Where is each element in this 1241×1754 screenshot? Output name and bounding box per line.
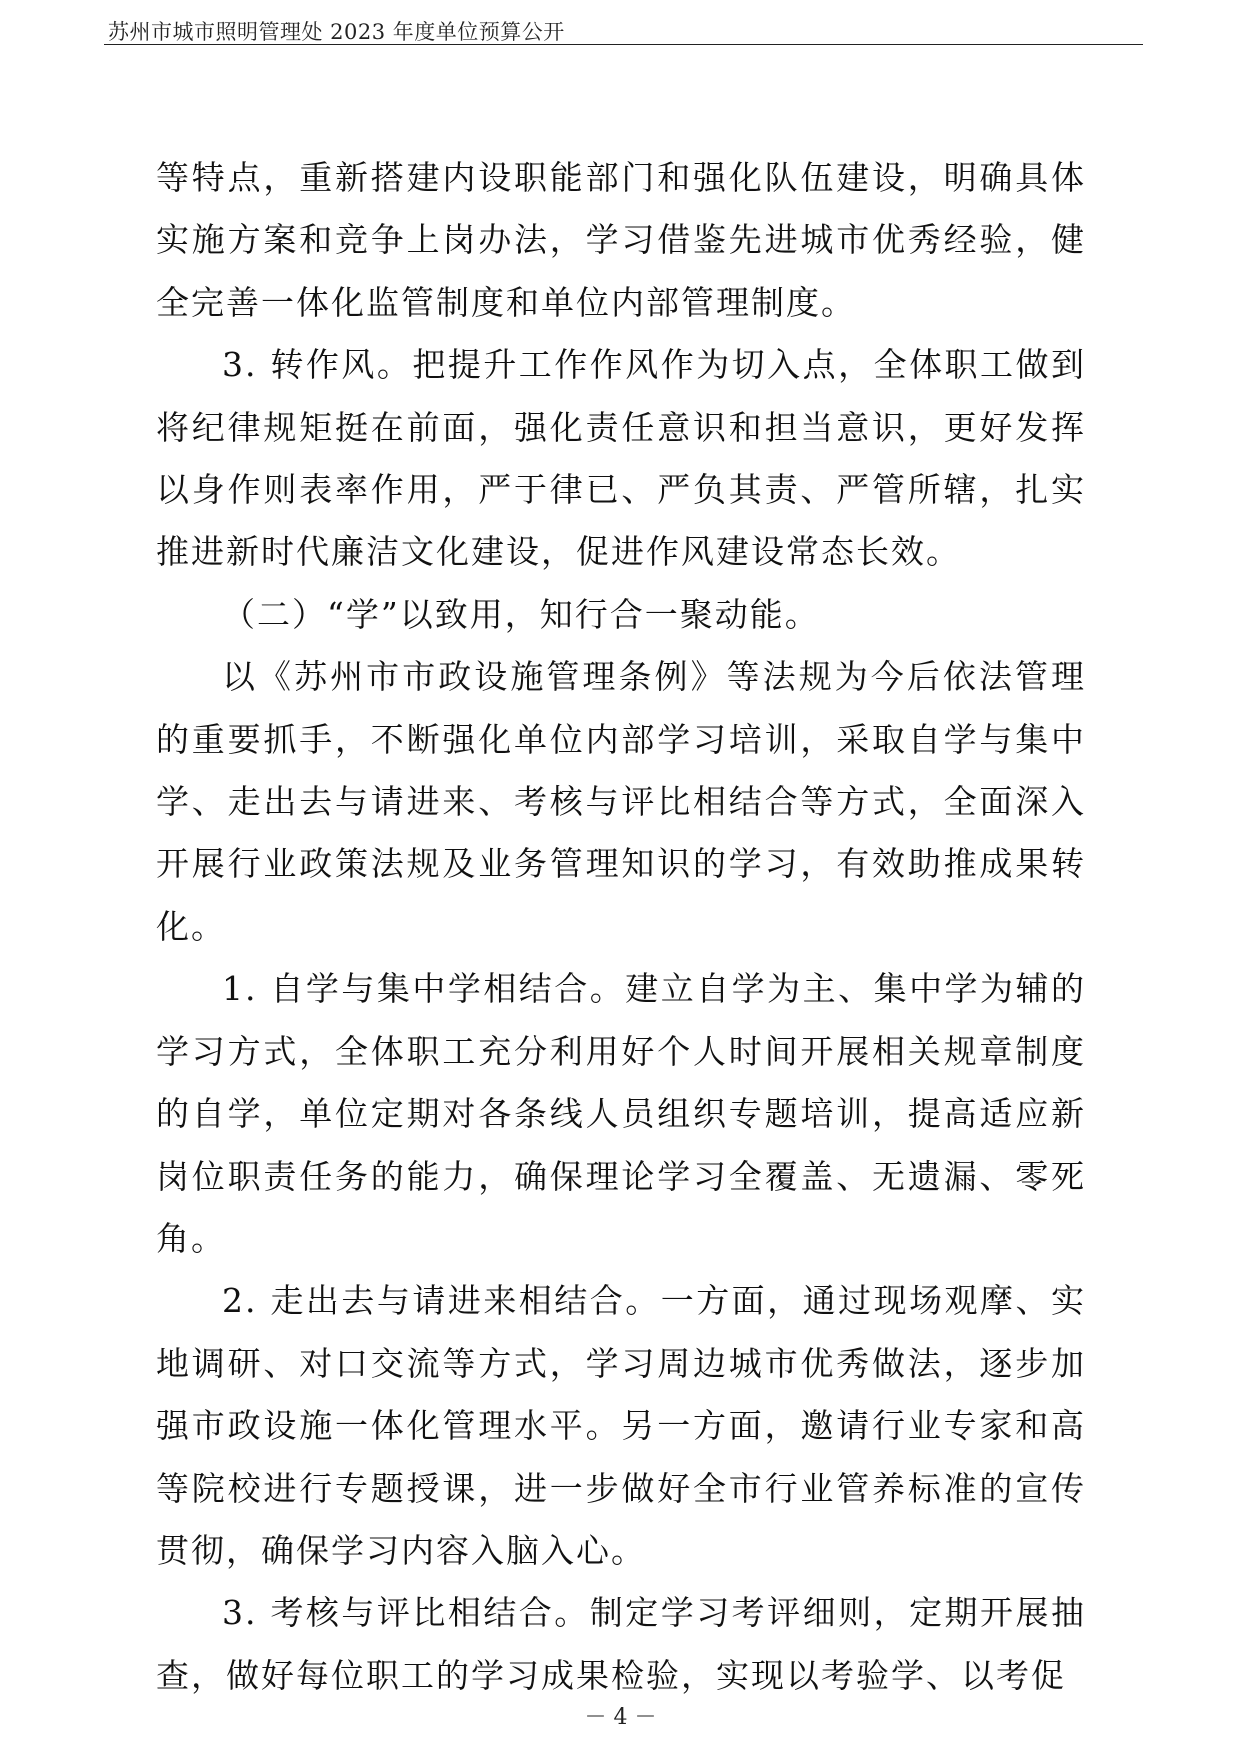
paragraph-item-1-self-study: 1. 自学与集中学相结合。建立自学为主、集中学为辅的学习方式，全体职工充分利用好个人时间开展相关规章制度的自学，单位定期对各条线人员组织专题培训，提高适应新岗位职责任务的能力，确保理论学习全覆盖、无遗漏、零死角。 (156, 969, 1086, 1258)
page-header (104, 8, 1143, 45)
page-number: － 4 － (584, 1705, 657, 1730)
paragraph-item-2-go-out-invite-in: 2. 走出去与请进来相结合。一方面，通过现场观摩、实地调研、对口交流等方式，学习周边城市优秀做法，逐步加强市政设施一体化管理水平。另一方面，邀请行业专家和高等院校进行专题授课，进一步做好全市行业管养标准的宣传贯彻，确保学习内容入脑入心。 (156, 1281, 1086, 1570)
document-body (156, 147, 1086, 1707)
header-title: 苏州市城市照明管理处 2023 年度单位预算公开 (108, 20, 565, 44)
section-heading-2: （二）“学”以致用，知行合一聚动能。 (222, 594, 820, 634)
paragraph-section-intro: 以《苏州市市政设施管理条例》等法规为今后依法管理的重要抓手，不断强化单位内部学习培训，采取自学与集中学、走出去与请进来、考核与评比相结合等方式，全面深入开展行业政策法规及业务管理知识的学习，有效助推成果转化。 (156, 657, 1086, 946)
paragraph-item-3-assessment: 3. 考核与评比相结合。制定学习考评细则，定期开展抽查，做好每位职工的学习成果检验，实现以考验学、以考促 (156, 1593, 1086, 1695)
paragraph-item-3-work-style: 3. 转作风。把提升工作作风作为切入点，全体职工做到将纪律规矩挺在前面，强化责任意识和担当意识，更好发挥以身作则表率作用，严于律已、严负其责、严管所辖，扎实推进新时代廉洁文化建设，促进作风建设常态长效。 (156, 345, 1086, 572)
paragraph-continued: 等特点，重新搭建内设职能部门和强化队伍建设，明确具体实施方案和竞争上岗办法，学习借鉴先进城市优秀经验，健全完善一体化监管制度和单位内部管理制度。 (156, 158, 1086, 322)
